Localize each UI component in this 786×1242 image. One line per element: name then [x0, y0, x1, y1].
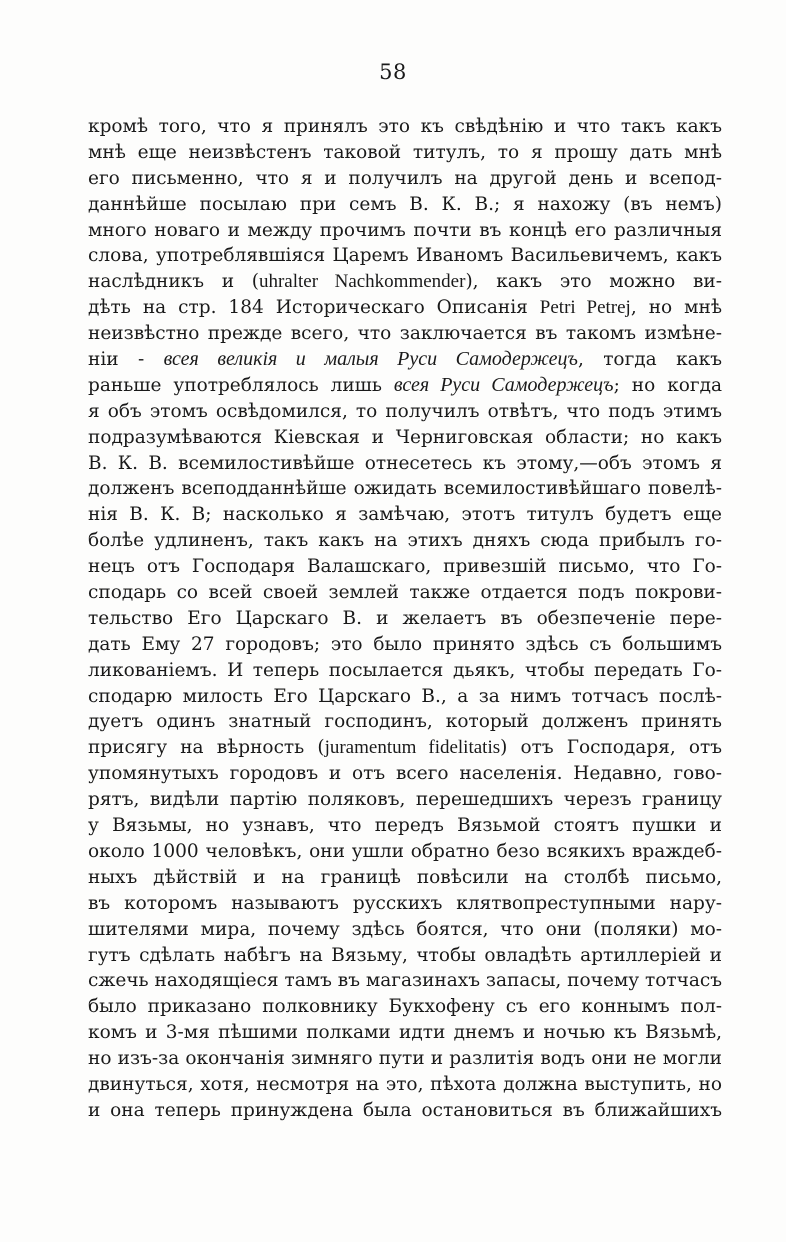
text-segment: кромѣ того, что я принялъ это къ свѣдѣнію и что такъ какъ — [88, 116, 722, 137]
text-segment: было приказано полковнику Букхофену съ его коннымъ пол- — [88, 996, 722, 1018]
text-line — [88, 1072, 722, 1098]
text-line — [88, 839, 722, 865]
text-line — [88, 968, 722, 994]
text-segment: рятъ, видѣли партію поляковъ, перешедшихъ черезъ границу — [88, 789, 722, 811]
text-line — [88, 140, 722, 166]
text-line — [88, 373, 722, 399]
text-segment: упомянутыхъ городовъ и отъ всего населенія. Недавно, гово- — [88, 763, 722, 785]
text-segment: , тогда какъ — [577, 349, 722, 371]
text-segment: двинуться, хотя, несмотря на это, пѣхота должна выступить, но — [88, 1073, 722, 1095]
text-segment: ныхъ дѣйствій и на границѣ повѣсили на столбѣ письмо, — [88, 866, 722, 888]
text-segment: В. К. В. всемилостивѣйше отнесетесь къ этому,—объ этомъ я — [88, 452, 722, 474]
text-segment: подразумѣваются Кіевская и Черниговская области; но какъ — [88, 426, 722, 448]
italic-phrase: всея Руси Самодержецъ — [393, 373, 614, 396]
text-segment: много новаго и между прочимъ почти въ концѣ его различныя — [88, 219, 722, 241]
text-segment: гутъ сдѣлать набѣгъ на Вязьму, чтобы овладѣть артиллеріей и — [88, 944, 722, 966]
text-segment: сподарь со всей своей землей также отдается подъ покрови- — [88, 582, 722, 604]
text-segment: нецъ отъ Господаря Валашскаго, привезшій письмо, что Го- — [88, 556, 722, 578]
text-line — [88, 192, 722, 218]
text-segment: неизвѣстно прежде всего, что заключается въ такомъ измѣне- — [88, 323, 722, 345]
text-segment: болѣе удлиненъ, такъ какъ на этихъ дняхъ сюда прибылъ го- — [88, 530, 722, 552]
text-line — [88, 813, 722, 839]
text-line — [88, 943, 722, 969]
text-segment: въ которомъ называютъ русскихъ клятвопреступными нару- — [88, 892, 722, 914]
text-segment: ; но когда — [613, 374, 722, 396]
text-segment: ликованіемъ. И теперь посылается дьякъ, чтобы передать Го- — [88, 659, 722, 681]
text-segment: комъ и 3-мя пѣшими полками идти днемъ и ночью къ Вязьмѣ, — [88, 1022, 722, 1044]
text-line — [88, 891, 722, 917]
latin-phrase: uhralter Nachkommender — [258, 271, 466, 293]
text-segment: тельство Его Царскаго В. и желаетъ въ обезпеченіе пере- — [88, 607, 722, 629]
text-segment: наслѣдникъ и ( — [88, 271, 259, 293]
text-line — [88, 684, 722, 710]
text-segment: около 1000 человѣкъ, они ушли обратно безо всякихъ враждеб- — [88, 840, 722, 862]
text-line — [88, 1046, 722, 1072]
text-line — [88, 476, 722, 502]
text-line — [88, 994, 722, 1020]
text-line — [88, 917, 722, 943]
text-segment: ) отъ Господаря, отъ — [500, 737, 722, 759]
text-line — [88, 735, 722, 761]
latin-phrase: Petri Petrej — [539, 297, 631, 319]
text-line — [88, 1098, 722, 1124]
text-line — [88, 347, 722, 373]
text-segment: его письменно, что я и получилъ на другой день и всепод- — [88, 167, 722, 189]
text-line — [88, 632, 722, 658]
text-segment: присягу на вѣрность ( — [88, 737, 325, 759]
text-line — [88, 243, 722, 269]
text-line — [88, 606, 722, 632]
text-segment: ніи - — [88, 349, 164, 371]
text-line — [88, 761, 722, 787]
text-line — [88, 269, 722, 295]
text-segment: ), какъ это можно ви- — [465, 271, 722, 293]
text-line — [88, 865, 722, 891]
text-line — [88, 295, 722, 321]
text-line — [88, 709, 722, 735]
text-segment: слова, употреблявшіяся Царемъ Иваномъ Васильевичемъ, какъ — [88, 245, 722, 267]
body-text — [88, 114, 722, 1124]
text-line — [88, 218, 722, 244]
text-line — [88, 580, 722, 606]
text-line — [88, 114, 722, 140]
text-segment: я объ этомъ освѣдомился, то получилъ отвѣтъ, что подъ этимъ — [88, 400, 722, 422]
text-line — [88, 528, 722, 554]
text-segment: сподарю милость Его Царскаго В., а за нимъ тотчасъ послѣ- — [88, 685, 722, 707]
text-line — [88, 321, 722, 347]
text-segment: но изъ-за окончанія зимняго пути и разлитія водъ они не могли — [88, 1048, 722, 1070]
text-line — [88, 166, 722, 192]
text-segment: дуетъ одинъ знатный господинъ, который долженъ принять — [88, 711, 722, 733]
text-segment: у Вязьмы, но узнавъ, что передъ Вязьмой стоятъ пушки и — [88, 815, 722, 837]
text-line — [88, 658, 722, 684]
text-line — [88, 399, 722, 425]
text-segment: дать Ему 27 городовъ; это было принято здѣсь съ большимъ — [88, 633, 722, 655]
text-segment: и она теперь принуждена была остановиться въ ближайшихъ — [88, 1099, 722, 1121]
text-line — [88, 451, 722, 477]
text-segment: шителями мира, почему здѣсь боятся, что они (поляки) мо- — [88, 918, 722, 940]
text-segment: раньше употреблялось лишь — [88, 374, 394, 396]
text-segment: дѣть на стр. 184 Историческаго Описанія — [88, 297, 540, 319]
text-segment: долженъ всеподданнѣйше ожидать всемилостивѣйшаго повелѣ- — [88, 478, 722, 500]
text-line — [88, 1020, 722, 1046]
text-segment: сжечь находящіеся тамъ въ магазинахъ запасы, почему тотчасъ — [88, 970, 722, 992]
text-line — [88, 502, 722, 528]
text-segment: мнѣ еще неизвѣстенъ таковой титулъ, то я прошу дать мнѣ — [88, 141, 722, 163]
text-segment: , но мнѣ — [630, 297, 722, 319]
text-line — [88, 787, 722, 813]
italic-phrase: всея великія и малыя Руси Самодержецъ — [163, 348, 578, 371]
text-line — [88, 554, 722, 580]
latin-phrase: juramentum fidelitatis — [324, 737, 501, 759]
text-segment: нія В. К. В; насколько я замѣчаю, этотъ титулъ будетъ еще — [88, 504, 722, 526]
text-line — [88, 425, 722, 451]
text-segment: даннѣйше посылаю при семъ В. К. В.; я нахожу (въ немъ) — [88, 193, 722, 215]
page-number: 58 — [379, 60, 407, 84]
